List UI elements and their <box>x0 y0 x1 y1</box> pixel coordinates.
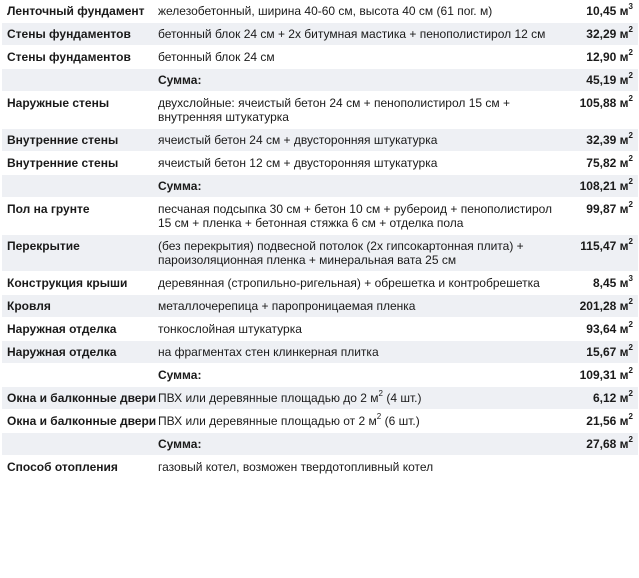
row-name: Перекрытие <box>2 235 154 272</box>
row-value: 99,87 $м^2$ <box>568 198 638 235</box>
row-name: Внутренние стены <box>2 152 154 175</box>
row-value: 109,31 $м^2$ <box>568 364 638 387</box>
table-row <box>2 23 638 46</box>
sum-row <box>2 69 638 92</box>
unit-exponent: 2 <box>628 297 633 306</box>
row-description: бетонный блок 24 см + 2х битумная мастика + пенополистирол 12 см <box>154 23 568 46</box>
sum-label: Сумма: <box>154 175 568 198</box>
row-name: Способ отопления <box>2 456 154 479</box>
sum-row <box>2 433 638 456</box>
row-name: Стены фундаментов <box>2 46 154 69</box>
row-value: 15,67 $м^2$ <box>568 341 638 364</box>
row-description: тонкослойная штукатурка <box>154 318 568 341</box>
row-value: 32,29 $м^2$ <box>568 23 638 46</box>
table-row <box>2 152 638 175</box>
table-row <box>2 410 638 433</box>
row-value: 115,47 $м^2$ <box>568 235 638 272</box>
unit-exponent: 2 <box>628 389 633 398</box>
row-description: ПВХ или деревянные площадью от 2 $м^2$ (6 шт.) <box>154 410 568 433</box>
unit-exponent: 2 <box>628 48 633 57</box>
table-row <box>2 46 638 69</box>
row-name <box>2 433 154 456</box>
row-value: 45,19 $м^2$ <box>568 69 638 92</box>
row-description: деревянная (стропильно-ригельная) + обрешетка и контробрешетка <box>154 272 568 295</box>
row-name <box>2 364 154 387</box>
table-row <box>2 341 638 364</box>
unit-exponent: 2 <box>628 200 633 209</box>
row-name: Конструкция крыши <box>2 272 154 295</box>
materials-table-body <box>2 0 638 479</box>
row-name: Наружная отделка <box>2 341 154 364</box>
table-row <box>2 387 638 410</box>
unit-exponent: 2 <box>628 435 633 444</box>
row-description: металлочерепица + паропроницаемая пленка <box>154 295 568 318</box>
row-description: песчаная подсыпка 30 см + бетон 10 см + рубероид + пенополистирол 15 см + пленка + бетонная стяжка 6 см + отделка пола <box>154 198 568 235</box>
unit-exponent: 2 <box>628 412 633 421</box>
unit-exponent: 2 <box>628 131 633 140</box>
row-value: 75,82 $м^2$ <box>568 152 638 175</box>
row-value <box>568 456 638 479</box>
table-row <box>2 318 638 341</box>
row-value: 108,21 $м^2$ <box>568 175 638 198</box>
row-description: газовый котел, возможен твердотопливный котел <box>154 456 568 479</box>
row-name: Пол на грунте <box>2 198 154 235</box>
row-value: 93,64 $м^2$ <box>568 318 638 341</box>
row-value: 27,68 $м^2$ <box>568 433 638 456</box>
row-name: Наружная отделка <box>2 318 154 341</box>
row-value: 32,39 $м^2$ <box>568 129 638 152</box>
sum-label: Сумма: <box>154 69 568 92</box>
unit-exponent: 2 <box>628 320 633 329</box>
row-name: Стены фундаментов <box>2 23 154 46</box>
description-exponent: 2 <box>378 389 383 398</box>
table-row <box>2 0 638 23</box>
table-row <box>2 456 638 479</box>
row-name <box>2 69 154 92</box>
row-value: 10,45 $м^3$ <box>568 0 638 23</box>
unit-exponent: 2 <box>628 177 633 186</box>
row-name <box>2 175 154 198</box>
row-description: ячеистый бетон 12 см + двусторонняя штукатурка <box>154 152 568 175</box>
row-description: железобетонный, ширина 40-60 см, высота 40 см (61 пог. м) <box>154 0 568 23</box>
unit-exponent: 3 <box>628 274 633 283</box>
unit-exponent: 2 <box>628 94 633 103</box>
unit-exponent: 2 <box>628 25 633 34</box>
row-description: на фрагментах стен клинкерная плитка <box>154 341 568 364</box>
row-name: Окна и балконные двери <box>2 410 154 433</box>
sum-row <box>2 175 638 198</box>
sum-row <box>2 364 638 387</box>
row-name: Окна и балконные двери <box>2 387 154 410</box>
row-value: 21,56 $м^2$ <box>568 410 638 433</box>
row-value: 12,90 $м^2$ <box>568 46 638 69</box>
row-name: Наружные стены <box>2 92 154 129</box>
row-description: ПВХ или деревянные площадью до 2 $м^2$ (4 шт.) <box>154 387 568 410</box>
materials-table <box>2 0 638 479</box>
row-description: бетонный блок 24 см <box>154 46 568 69</box>
description-exponent: 2 <box>376 412 382 421</box>
row-value: 201,28 $м^2$ <box>568 295 638 318</box>
table-row <box>2 129 638 152</box>
table-row <box>2 295 638 318</box>
row-name: Ленточный фундамент <box>2 0 154 23</box>
table-row <box>2 198 638 235</box>
row-description: двухслойные: ячеистый бетон 24 см + пенополистирол 15 см + внутренняя штукатурка <box>154 92 568 129</box>
sum-label: Сумма: <box>154 364 568 387</box>
row-description: ячеистый бетон 24 см + двусторонняя штукатурка <box>154 129 568 152</box>
table-row <box>2 235 638 272</box>
row-value: 8,45 $м^3$ <box>568 272 638 295</box>
sum-label: Сумма: <box>154 433 568 456</box>
row-name: Внутренние стены <box>2 129 154 152</box>
unit-exponent: 2 <box>628 343 633 352</box>
unit-exponent: 3 <box>628 2 633 11</box>
unit-exponent: 2 <box>628 366 633 375</box>
unit-exponent: 2 <box>628 154 633 163</box>
row-value: 6,12 $м^2$ <box>568 387 638 410</box>
unit-exponent: 2 <box>628 71 633 80</box>
row-value: 105,88 $м^2$ <box>568 92 638 129</box>
table-row <box>2 92 638 129</box>
table-row <box>2 272 638 295</box>
row-description: (без перекрытия) подвесной потолок (2х гипсокартонная плита) + пароизоляционная пленка + минеральная вата 25 см <box>154 235 568 272</box>
row-name: Кровля <box>2 295 154 318</box>
unit-exponent: 2 <box>628 237 633 246</box>
